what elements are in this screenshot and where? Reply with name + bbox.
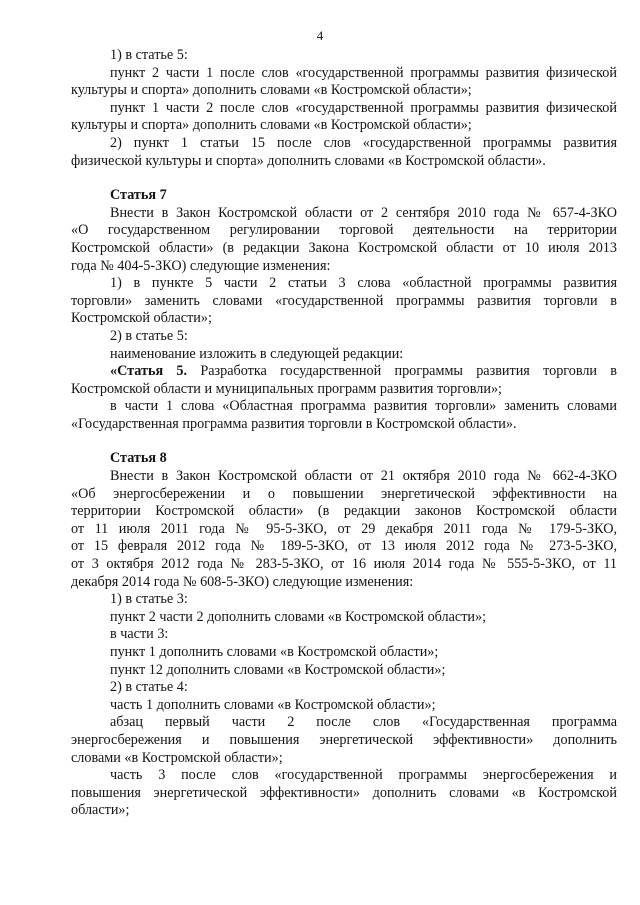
text-line: года № 404-5-ЗКО) следующие изменения: xyxy=(71,257,331,274)
text-line: физической культуры и спорта» дополнить словами «в Костромской области». xyxy=(71,152,546,169)
text-line: словами «в Костромской области»; xyxy=(71,749,283,766)
text-line: часть 3 после слов «государственной программы энергосбережения и xyxy=(110,767,617,784)
text-line: пункт 1 дополнить словами «в Костромской области»; xyxy=(110,644,439,660)
text-line: «Государственная программа развития торговли в Костромской области». xyxy=(71,415,517,432)
spacer xyxy=(71,433,617,450)
text-line: пункт 12 дополнить словами «в Костромской области»; xyxy=(110,661,446,678)
text-line: Костромской области и муниципальных программ развития торговли»; xyxy=(71,380,502,397)
text-line: часть 1 дополнить словами «в Костромской области»; xyxy=(110,696,436,713)
article-title-rest: Разработка государственной программы развития торговли в xyxy=(187,363,617,380)
text-line: повышения энергетической эффективности» дополнить словами «в Костромской xyxy=(71,784,617,801)
text-line: абзац первый части 2 после слов «Государственная программа xyxy=(110,714,617,731)
page-number: 4 xyxy=(316,28,324,43)
text-line: пункт 1 части 2 после слов «государственной программы развития физической xyxy=(110,99,617,116)
text-line: в части 3: xyxy=(110,626,169,643)
text-line: в части 1 слова «Областная программа развития торговли» заменить словами xyxy=(110,398,617,415)
text-line: энергосбережения и повышения энергетической эффективности» дополнить xyxy=(71,731,617,748)
text-line: Костромской области» (в редакции Закона Костромской области от 10 июля 2013 xyxy=(71,239,617,256)
text-line xyxy=(71,363,617,381)
text-line: культуры и спорта» дополнить словами «в Костромской области»; xyxy=(71,82,472,99)
spacer xyxy=(71,170,617,187)
text-line: 2) в статье 4: xyxy=(110,679,188,696)
text-line: 1) в статье 5: xyxy=(110,47,188,63)
text-line: от 3 октября 2012 года № 283-5-ЗКО, от 16 июля 2014 года № 555-5-ЗКО, от 11 xyxy=(71,556,617,573)
text-line: пункт 2 части 2 дополнить словами «в Костромской области»; xyxy=(110,608,487,625)
document-body xyxy=(71,47,617,820)
text-line: территории Костромской области» (в редакции законов Костромской области xyxy=(71,503,617,520)
text-line: торговли» заменить словами «государственной программы развития торговли в xyxy=(71,292,617,309)
text-line: области»; xyxy=(71,802,130,819)
text-line: 1) в статье 3: xyxy=(110,591,188,608)
text-line: Костромской области»; xyxy=(71,310,212,327)
text-line: Внести в Закон Костромской области от 21 октября 2010 года № 662-4-ЗКО xyxy=(110,468,617,485)
text-line: от 15 февраля 2012 года № 189-5-ЗКО, от 13 июля 2012 года № 273-5-ЗКО, xyxy=(71,538,617,555)
text-line: «Об энергосбережении и о повышении энергетической эффективности на xyxy=(71,485,617,502)
text-line: 1) в пункте 5 части 2 статьи 3 слова «областной программы развития xyxy=(110,275,617,292)
text-line: наименование изложить в следующей редакции: xyxy=(110,345,404,362)
text-line: пункт 2 части 1 после слов «государственной программы развития физической xyxy=(110,64,617,81)
text-line: Внести в Закон Костромской области от 2 сентября 2010 года № 657-4-ЗКО xyxy=(110,204,617,221)
text-line: от 11 июля 2011 года № 95-5-ЗКО, от 29 декабря 2011 года № 179-5-ЗКО, xyxy=(71,520,617,537)
article-heading: Статья 7 xyxy=(110,187,167,204)
text-line: 2) в статье 5: xyxy=(110,327,188,344)
text-line: культуры и спорта» дополнить словами «в Костромской области»; xyxy=(71,117,472,134)
article-heading: Статья 8 xyxy=(110,450,167,467)
article-title-bold: «Статья 5. xyxy=(110,363,188,380)
text-line: 2) пункт 1 статьи 15 после слов «государственной программы развития xyxy=(110,134,617,151)
text-line: декабря 2014 года № 608-5-ЗКО) следующие изменения: xyxy=(71,573,414,590)
text-line: «О государственном регулировании торговой деятельности на территории xyxy=(71,222,617,239)
